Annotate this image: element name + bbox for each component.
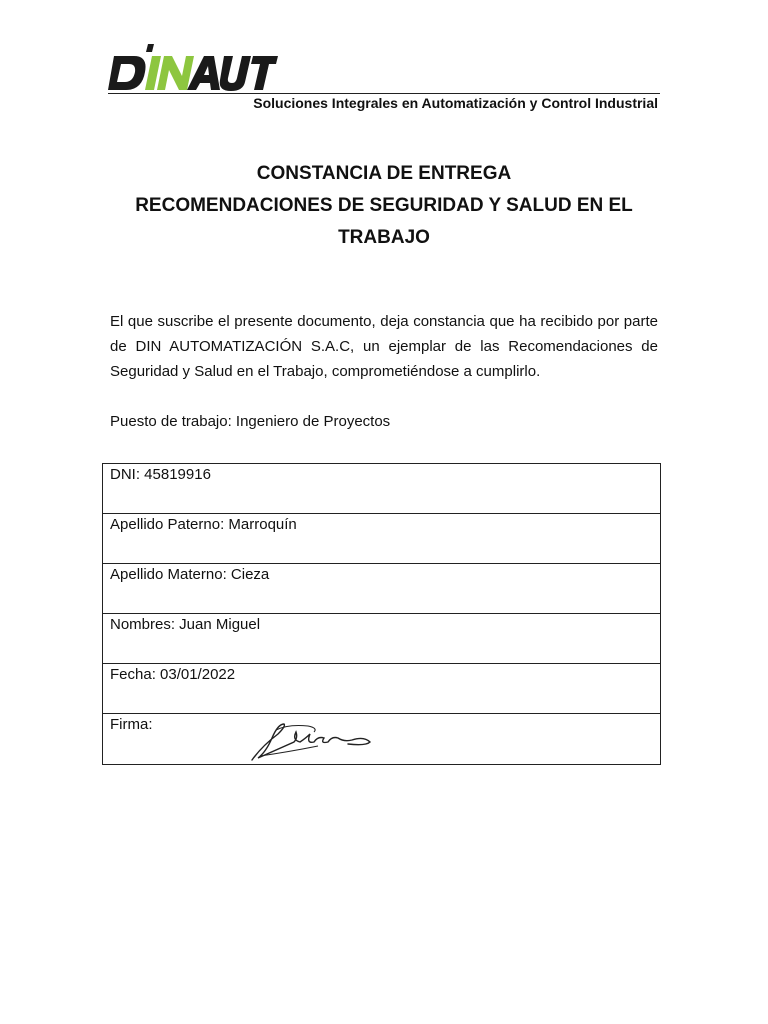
body-paragraph: El que suscribe el presente documento, deja constancia que ha recibido por parte de DIN AUTOMATIZACIÓN S.A.C, un ejemplar de las Recomendaciones de Seguridad y Salud en el Trabajo, comprometiéndose a cumplirlo. (110, 313, 658, 380)
table-row-firma (103, 714, 660, 764)
company-logo (108, 40, 278, 94)
apellido-paterno-field: Apellido Paterno: Marroquín (110, 516, 297, 533)
header-divider (108, 93, 660, 94)
document-title (104, 158, 664, 254)
company-tagline: Soluciones Integrales en Automatización y Control Industrial (253, 95, 658, 111)
title-line-1: CONSTANCIA DE ENTREGA (256, 163, 512, 184)
job-position: Puesto de trabajo: Ingeniero de Proyectos (110, 413, 391, 430)
table-row-nombres (103, 614, 660, 664)
table-row-apellido-paterno (103, 514, 660, 564)
signature-image (248, 716, 373, 764)
info-table (102, 463, 661, 765)
table-row-apellido-materno (103, 564, 660, 614)
nombres-field: Nombres: Juan Miguel (110, 616, 261, 633)
title-line-3: TRABAJO (338, 227, 430, 248)
apellido-materno-field: Apellido Materno: Cieza (110, 566, 270, 583)
firma-label: Firma: (110, 716, 153, 733)
title-line-2: RECOMENDACIONES DE SEGURIDAD Y SALUD EN EL (135, 195, 633, 216)
fecha-field: Fecha: 03/01/2022 (110, 666, 236, 683)
table-row-fecha (103, 664, 660, 714)
document-header (108, 40, 660, 116)
table-row-dni (103, 464, 660, 514)
dni-field: DNI: 45819916 (110, 466, 211, 483)
